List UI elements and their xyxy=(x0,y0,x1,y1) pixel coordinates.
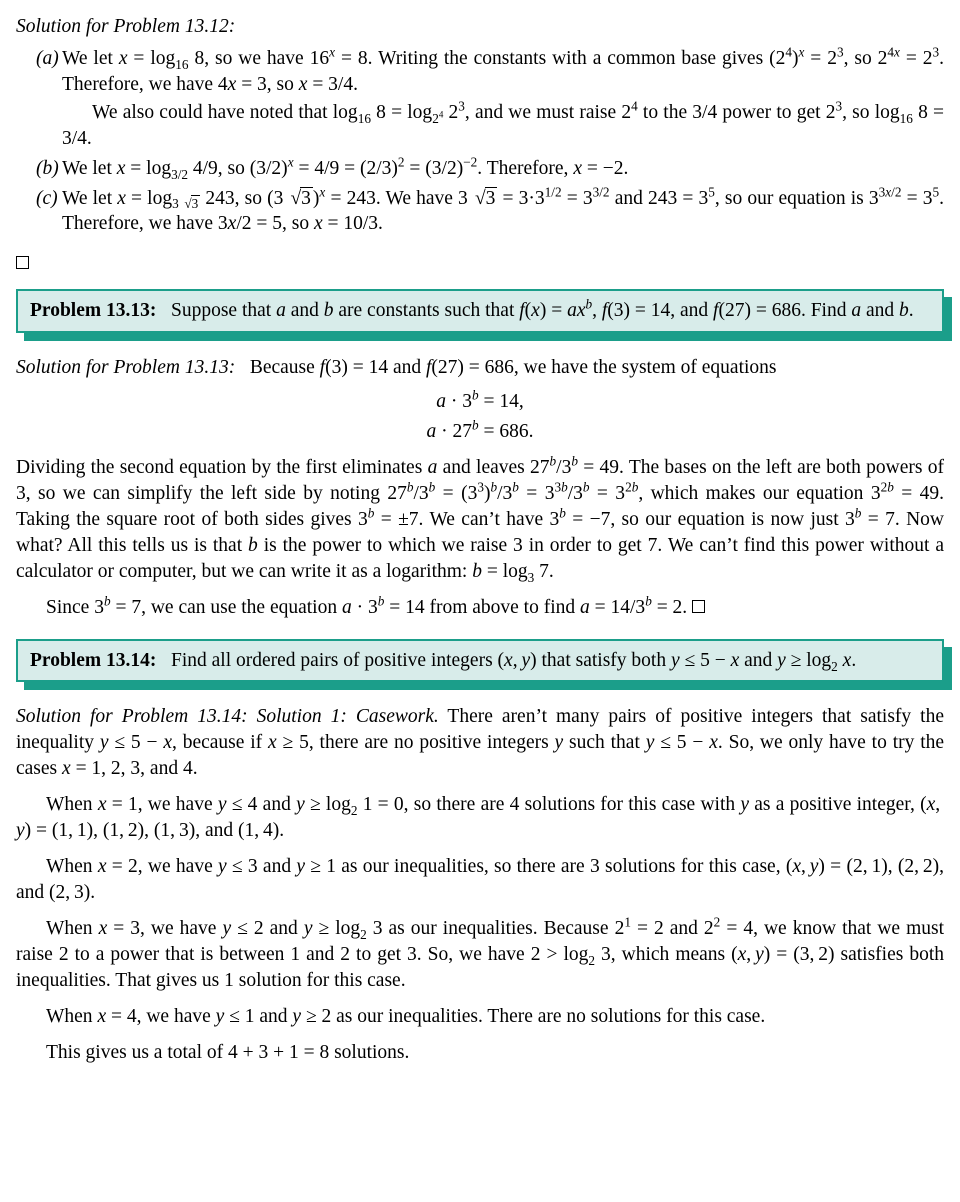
list-item-label: (b) xyxy=(36,157,59,179)
solution-closing-13-13: Since $3^b = 7$, we can use the equation $a \cdot 3^b = 14$ from above to find $a = 14/3^b = 2$. xyxy=(16,595,944,621)
solution-heading-13-12: Solution for Problem 13.12: xyxy=(16,16,236,37)
problem-label: Problem 13.13: xyxy=(30,300,157,322)
list-item-paragraph: We let $x = \log_{3/2} 4/9$, so $(3/2)^x = 4/9 = (2/3)^2 = (3/2)^{-2}$. Therefore, x = −2. xyxy=(62,154,629,182)
list-item-paragraph: We also could have noted that $\log_{16} 8 = \log_{2^4} 2^3$, and we must raise $2^4$ to the 3/4 power to get $2^3$, so $\log_{16} 8 = 3/4$. xyxy=(62,98,945,149)
list-item xyxy=(16,46,944,152)
solution-lead: Because f(3) = 14 and f(27) = 686, we have the system of equations xyxy=(240,357,777,379)
solution-paragraph: This gives us a total of 4 + 3 + 1 = 8 solutions. xyxy=(46,1041,410,1063)
equation-block xyxy=(16,389,944,445)
problem-box-13-14 xyxy=(16,639,944,683)
problem-box-13-13 xyxy=(16,289,944,333)
problem-label: Problem 13.14: xyxy=(30,649,157,671)
list-item-body xyxy=(62,46,944,152)
solution-paragraph: When x = 4, we have y ≤ 1 and y ≥ 2 as our inequalities. There are no solutions for this case. xyxy=(46,1005,766,1027)
end-of-solution-marker-13-12 xyxy=(16,251,944,277)
list-item-paragraph: We let $x = \log_{16} 8$, so we have $16^x = 8$. Writing the constants with a common base gives $(2^4)^x = 2^3$, so $2^{4x} = 2^3$. Therefore, we have 4x = 3, so x = 3/4. xyxy=(62,44,944,95)
list-item-body xyxy=(62,186,944,238)
solution-heading-13-13: Solution for Problem 13.13: Because f(3) = 14 and f(27) = 686, we have the system of equations xyxy=(16,357,777,379)
equation-line: $a \cdot 27^b = 686$. xyxy=(426,417,534,443)
list-item xyxy=(16,156,944,182)
list-item-label: (a) xyxy=(36,47,59,69)
solution-paragraph: When x = 2, we have y ≤ 3 and y ≥ 1 as our inequalities, so there are 3 solutions for this case, (x, y) = (2, 1), (2, 2), and (2, 3). xyxy=(16,856,944,903)
list-item-label: (c) xyxy=(36,187,58,209)
lettered-list xyxy=(16,46,944,237)
problem-text: Suppose that a and b are constants such that $f(x) = ax^b$, f(3) = 14, and f(27) = 686. Find a and b. xyxy=(161,296,914,322)
solution-body-13-13: Dividing the second equation by the first eliminates a and leaves $27^b/3^b = 49$. The bases on the left are both powers of 3, so we can simplify the left side by noting $27^b/3^b = (3^3)^b/3^b = 3^{3b}/3^b = 3^{2b}$, which makes our equation $3^{2b} = 49$. Taking the square root of both sides gives $3^b = \pm 7$. We can’t have $3^b = -7$, so our equation is now just $3^b = 7$. Now what? All this tells us is that b is the power to which we raise 3 in order to get 7. We can’t find this power without a calculator or computer, but we can write it as a logarithm: $b = \log_3 7$. xyxy=(16,453,945,585)
list-item-paragraph: We let $x = \log_{3 √3} 243$, so (3 √3 )$^x$ = 243. We have 3 $√3 = 3\cdot 3^{1/2} = 3^{3/2}$ and $243 = 3^5$, so our equation is $3^{3x/2} = 3^5$. Therefore, we have 3x/2 = 5, so x = 10/3. xyxy=(62,184,944,235)
solution-paragraph: There aren’t many pairs of positive integers that satisfy the inequality y ≤ 5 − x, because if x ≥ 5, there are no positive integers y such that y ≤ 5 − x. So, we only have to try the cases x = 1, 2, 3, and 4. xyxy=(16,706,945,780)
list-item-body xyxy=(62,156,944,182)
solution-paragraph: When x = 3, we have y ≤ 2 and $y \ge \log_2 3$ as our inequalities. Because $2^1 = 2$ and $2^2 = 4$, we know that we must raise 2 to a power that is between 1 and 2 to get 3. So, we have $2 > \log_2 3$, which means (x, y) = (3, 2) satisfies both inequalities. That gives us 1 solution for this case. xyxy=(16,914,945,991)
solution-heading-13-14: Solution for Problem 13.14: Solution 1: Casework. There aren’t many pairs of positive integers that satisfy the inequality y ≤ 5 − x, because if x ≥ 5, there are no positive integers y such that y ≤ 5 − x. So, we only have to try the cases x = 1, 2, 3, and 4. xyxy=(16,706,945,780)
equation-line: $a \cdot 3^b = 14$, xyxy=(436,387,524,413)
list-item xyxy=(16,186,944,238)
problem-text: Find all ordered pairs of positive integers (x, y) that satisfy both y ≤ 5 − x and $y \ge \log_2 x$. xyxy=(161,649,857,674)
solution-paragraph: When x = 1, we have y ≤ 4 and $y \ge \log_2 1 = 0$, so there are 4 solutions for this case with y as a positive integer, (x, y) = (1, 1), (1, 2), (1, 3), and (1, 4). xyxy=(16,794,945,842)
